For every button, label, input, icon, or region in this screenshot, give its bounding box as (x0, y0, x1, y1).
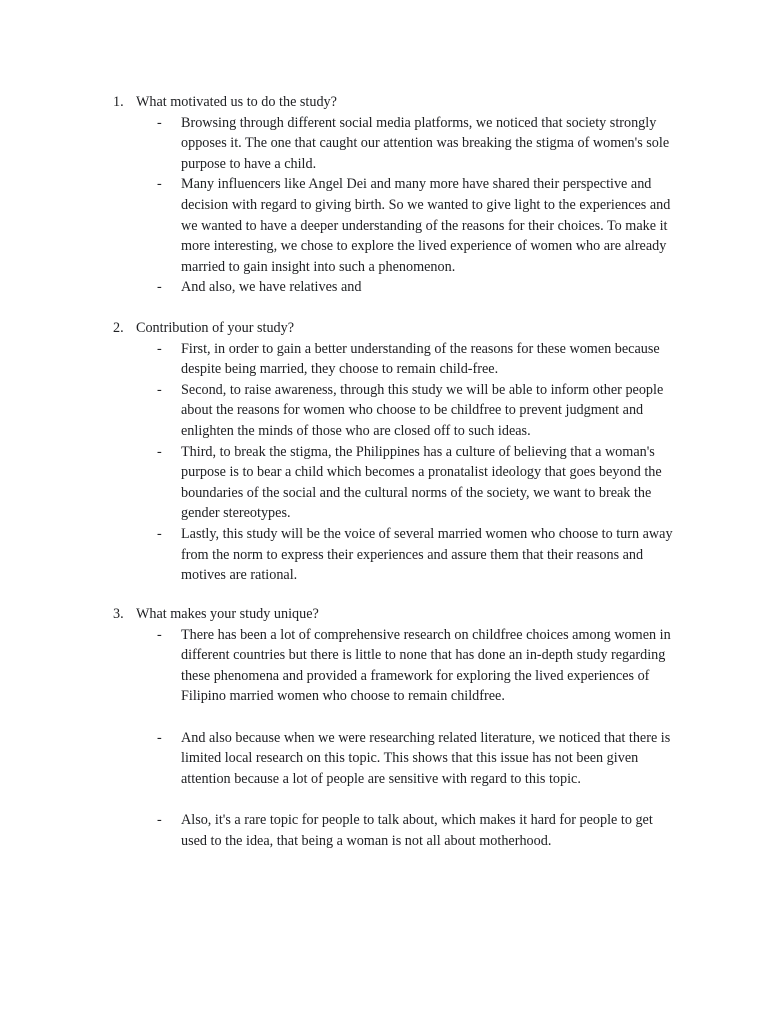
question-heading (113, 92, 337, 113)
dash-marker: - (157, 525, 162, 542)
dash-marker: - (157, 176, 162, 193)
dash-marker: - (157, 443, 162, 460)
bullet-item (157, 174, 677, 277)
question-heading (113, 318, 294, 339)
bullet-text: Many influencers like Angel Dei and many more have shared their perspective and decision with regard to giving birth. So we wanted to give light to the experiences and we wanted to have a deeper understanding of the reasons for their choices. To make it more interesting, we chose to explore the lived experience of women who are already married to gain insight into such a phenomenon. (181, 176, 671, 275)
bullet-item (157, 625, 677, 707)
bullet-item (157, 728, 677, 790)
question-text: What motivated us to do the study? (136, 94, 337, 110)
blank-line (157, 789, 677, 810)
bullet-item (157, 277, 677, 298)
bullet-text: Also, it's a rare topic for people to talk about, which makes it hard for people to get used to the idea, that being a woman is not all about motherhood. (181, 811, 653, 849)
bullet-item (157, 113, 677, 175)
bullet-text: Lastly, this study will be the voice of several married women who choose to turn away from the norm to express their experiences and assure them that their reasons and motives are rational. (181, 525, 673, 584)
question-heading (113, 604, 319, 625)
bullet-item (157, 442, 677, 524)
dash-marker: - (157, 811, 162, 828)
dash-marker: - (157, 626, 162, 643)
bullet-text: And also because when we were researching related literature, we noticed that there is limited local research on this topic. This shows that this issue has not been given attention because a lot of people are sensitive with regard to this topic. (181, 729, 671, 787)
bullet-text: Browsing through different social media platforms, we noticed that society strongly opposes it. The one that caught our attention was breaking the stigma of women's sole purpose to have a child. (181, 114, 670, 172)
bullet-item (157, 524, 677, 586)
dash-marker: - (157, 381, 162, 398)
question-text: Contribution of your study? (136, 320, 295, 336)
bullet-text: And also, we have relatives and (181, 279, 362, 296)
question-text: What makes your study unique? (136, 606, 319, 622)
blank-line (157, 707, 677, 728)
dash-marker: - (157, 340, 162, 357)
question-number: 1. (113, 94, 124, 110)
bullet-list (157, 113, 677, 298)
bullet-text: Second, to raise awareness, through this study we will be able to inform other people about the reasons for women who choose to be childfree to prevent judgment and enlighten the minds of those who are closed off to such ideas. (181, 381, 664, 439)
bullet-text: Third, to break the stigma, the Philippines has a culture of believing that a woman's purpose is to bear a child which becomes a pronatalist ideology that goes beyond the boundaries of the social and the cultural norms of the society, we want to break the gender stereotypes. (181, 443, 662, 522)
question-number: 3. (113, 606, 124, 622)
dash-marker: - (157, 729, 162, 746)
bullet-item (157, 380, 677, 442)
bullet-text: First, in order to gain a better understanding of the reasons for these women because despite being married, they choose to remain child-free. (181, 340, 660, 378)
bullet-text: There has been a lot of comprehensive research on childfree choices among women in different countries but there is little to none that has done an in-depth study regarding these phenomena and provided a framework for exploring the lived experiences of Filipino married women who choose to remain childfree. (181, 626, 671, 705)
dash-marker: - (157, 114, 162, 131)
question-number: 2. (113, 320, 124, 336)
bullet-list (157, 625, 677, 852)
dash-marker: - (157, 279, 162, 296)
bullet-list (157, 339, 677, 586)
bullet-item (157, 339, 677, 380)
bullet-item (157, 810, 677, 851)
